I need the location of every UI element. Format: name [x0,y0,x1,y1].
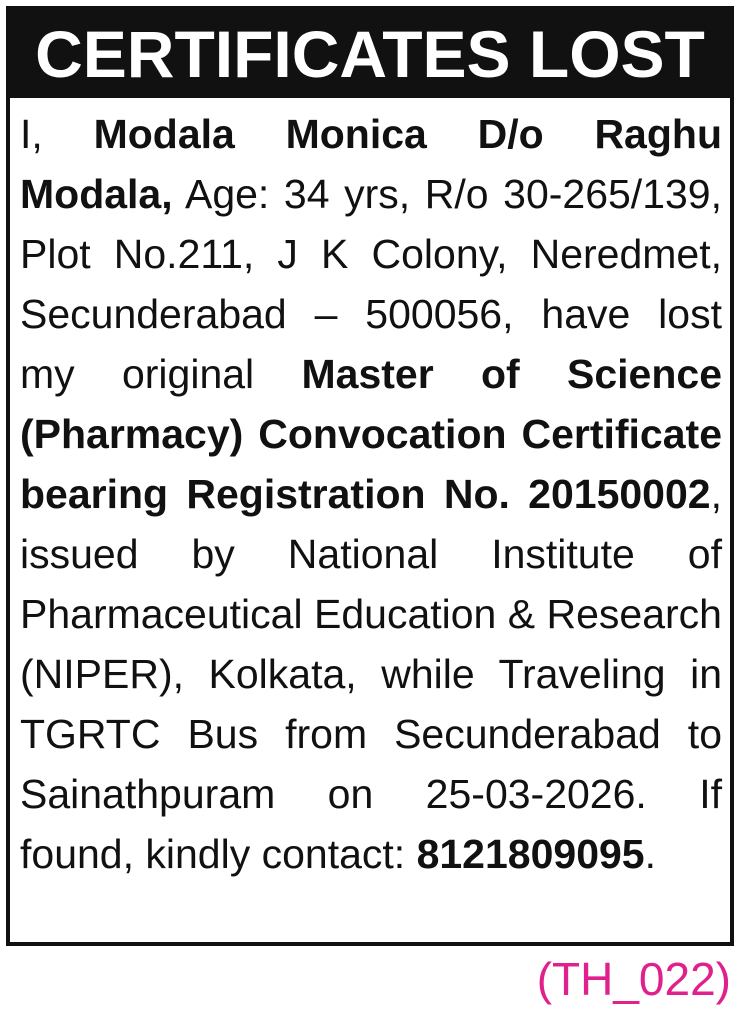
ad-reference-code: (TH_022) [536,953,731,1005]
ad-person-name: Modala Monica D/o Raghu Modala, [20,111,722,217]
ad-certificate-details: Master of Science (Pharmacy) Convocation Certificate bearing Registration No. 20150002 [20,351,723,517]
ad-paragraph [20,104,722,884]
ad-body [10,98,730,884]
ad-title: CERTIFICATES LOST [10,10,730,98]
ad-text-address: Age: 34 yrs, R/o 30-265/139, Plot No.211, J K Colony, Neredmet, Secunderabad – 500056, have lost my original [20,171,722,397]
ad-text-end: . [644,831,657,877]
ad-text-intro: I, [20,111,94,157]
classified-ad [6,6,734,946]
ad-contact-number: 8121809095 [416,831,645,877]
ad-text-details: , issued by National Institute of Pharmaceutical Education & Research (NIPER), Kolkata, while Traveling in TGRTC Bus from Secunderabad to Sainathpuram on 25-03-2026. If found, kindly contact: [20,471,722,877]
